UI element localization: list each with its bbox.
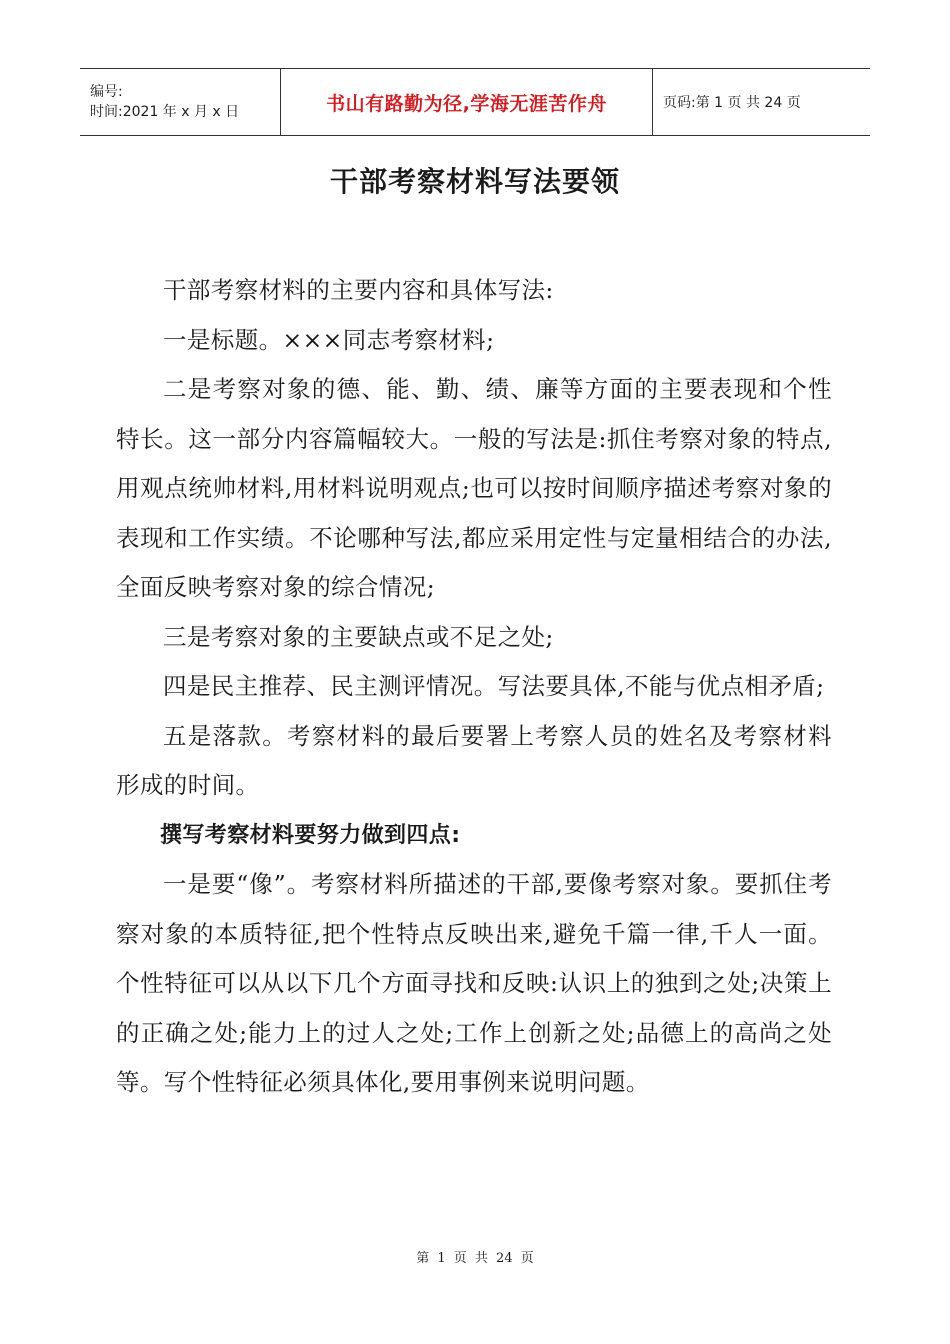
page-header <box>80 68 870 136</box>
paragraph-performance-item: 二是考察对象的德、能、勤、绩、廉等方面的主要表现和个性特长。这一部分内容篇幅较大。一般的写法是:抓住考察对象的特点,用观点统帅材料,用材料说明观点;也可以按时间顺序描述考察对象的表现和工作实绩。不论哪种写法,都应采用定性与定量相结合的办法,全面反映考察对象的综合情况; <box>116 375 832 601</box>
paragraph-shortcomings-item: 三是考察对象的主要缺点或不足之处; <box>163 622 554 651</box>
page-footer: 第 1 页 共 24 页 <box>416 1251 534 1266</box>
paragraph-signature-item: 五是落款。考察材料的最后要署上考察人员的姓名及考察材料形成的时间。 <box>116 721 832 799</box>
header-motto-cell <box>280 69 653 135</box>
header-page-info-cell <box>653 69 870 135</box>
paragraph-title-item: 一是标题。×××同志考察材料; <box>163 325 495 354</box>
paragraph-intro: 干部考察材料的主要内容和具体写法: <box>163 276 554 304</box>
number-label: 编号: <box>90 84 123 100</box>
document-title: 干部考察材料写法要领 <box>329 165 620 198</box>
paragraph-point-one: 一是要“像”。考察材料所描述的干部,要像考察对象。要抓住考察对象的本质特征,把个性特点反映出来,避免千篇一律,千人一面。个性特征可以从以下几个方面寻找和反映:认识上的独到之处;决策上的正确之处;能力上的过人之处;工作上创新之处;品德上的高尚之处等。写个性特征必须具体化,要用事例来说明问题。 <box>116 870 832 1096</box>
page-info: 页码:第 1 页 共 24 页 <box>663 95 801 111</box>
subheading-four-points: 撰写考察材料要努力做到四点: <box>160 822 461 848</box>
motto: 书山有路勤为径,学海无涯苦作舟 <box>326 92 607 115</box>
paragraph-evaluation-item: 四是民主推荐、民主测评情况。写法要具体,不能与优点相矛盾; <box>163 672 825 700</box>
document-body <box>116 266 832 1108</box>
time-label: 时间:2021 年 x 月 x 日 <box>90 104 240 120</box>
header-meta <box>80 69 280 135</box>
